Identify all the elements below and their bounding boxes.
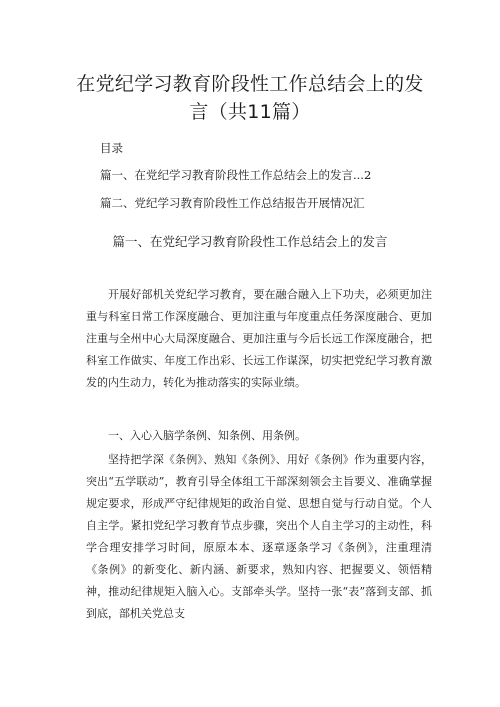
section-heading: 篇一、在党纪学习教育阶段性工作总结会上的发言 [112,234,388,249]
body-paragraph-2: 一、入心入脑学条例、知条例、用条例。 [108,429,306,442]
body-paragraph-3: 坚持把学深《条例》、熟知《条例》、用好《条例》作为重要内容，突出“五学联动”，教育引导全体组工干部深刻领会主旨要义、准确掌握规定要求，形成严守纪律规矩的政治自觉、思想自觉与行动自觉。个人自主学。紧扣党纪学习教育节点步骤，突出个人自主学习的主动性，科学合理安排学习时间，原原本本、逐章逐条学习《条例》，注重理清《条例》的新变化、新内涵、新要求，熟知内容、把握要义、领悟精神，推动纪律规矩入脑入心。支部牵头学。坚持一张“表”落到支部、抓到底，部机关党总支 [86,453,432,620]
toc-item-1-page: 2 [363,168,372,182]
toc-item-2[interactable] [100,195,430,211]
toc-item-1[interactable] [100,167,430,183]
document-title-line-1: 在党纪学习教育阶段性工作总结会上的发 [76,73,424,95]
toc-item-1-label: 篇一、在党纪学习教育阶段性工作总结会上的发言... [100,168,364,182]
document-title [60,70,440,126]
toc-heading: 目录 [100,141,123,155]
toc-item-2-label: 篇二、党纪学习教育阶段性工作总结报告开展情况汇 [100,196,365,210]
document-title-line-2: 言（共11篇） [189,101,311,123]
body-paragraph-1: 开展好部机关党纪学习教育，要在融合融入上下功夫，必须更加注重与科室日常工作深度融合、更加注重与年度重点任务深度融合、更加注重与全州中心大局深度融合、更加注重与今后长远工作深度融合，把科室工作做实、年度工作出彩、长远工作谋深，切实把党纪学习教育激发的内生动力，转化为推动落实的实际业绩。 [86,288,432,389]
